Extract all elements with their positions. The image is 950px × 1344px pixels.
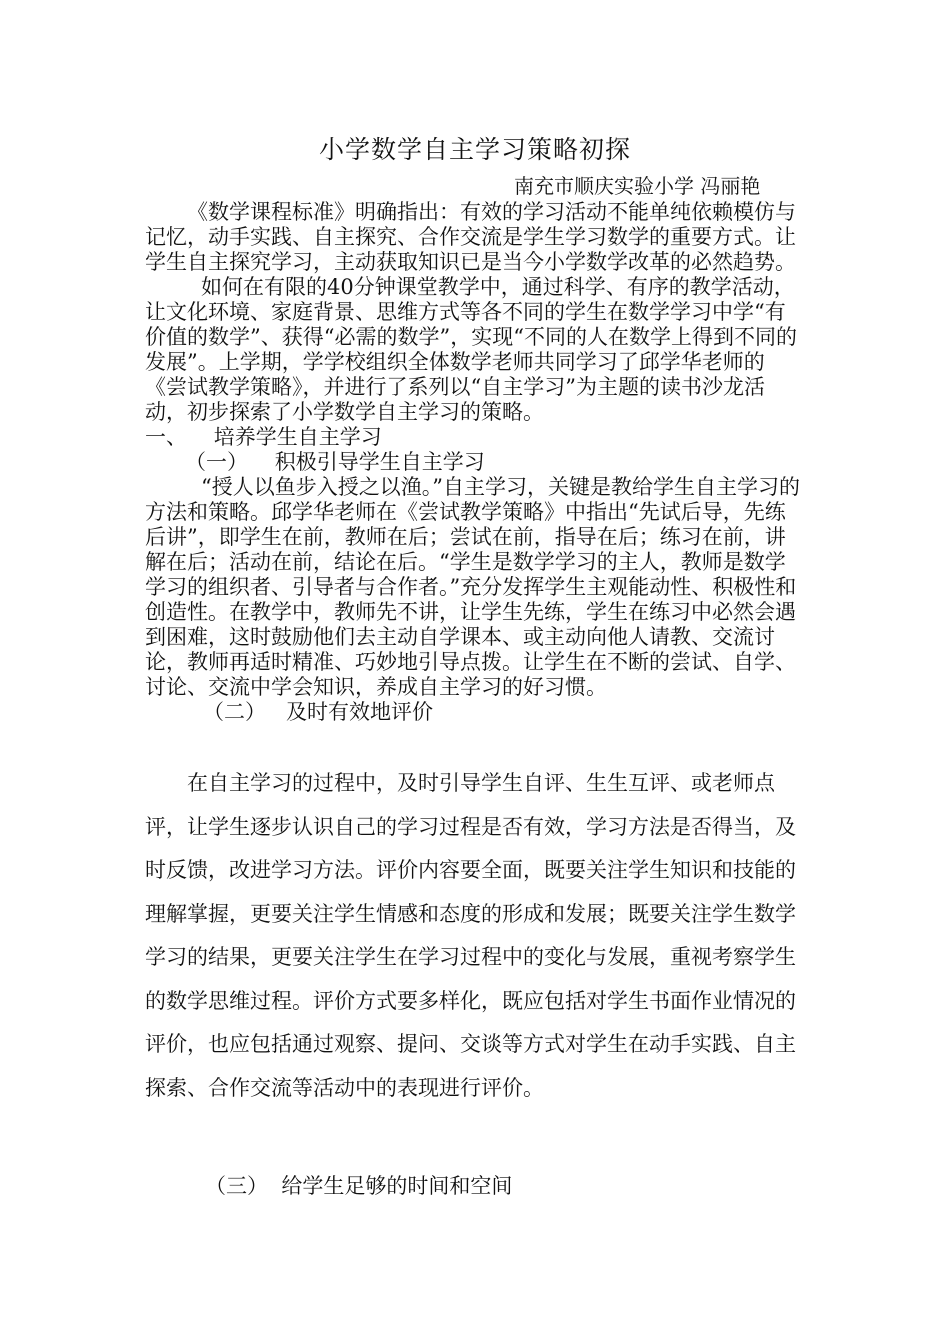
intro-block xyxy=(145,200,805,725)
section-heading-1: 一、 培养学生自主学习 xyxy=(145,425,382,449)
intro-paragraph-2: 如何在有限的40分钟课堂教学中，通过科学、有序的教学活动，让文化环境、家庭背景、思维方式等各不同的学生在数学学习中学“有价值的数学”、获得“必需的数学”，实现“不同的人在数学上得到不同的发展”。上学期，学学校组织全体数学老师共同学习了邱学华老师的《尝试教学策略》，并进行了系列以“自主学习”为主题的读书沙龙活动，初步探索了小学数学自主学习的策略。 xyxy=(145,275,797,424)
document-title: 小学数学自主学习策略初探 xyxy=(318,135,631,164)
subsection-heading-2: （二） 及时有效地评价 xyxy=(203,700,434,724)
subsection-body-1: “授人以鱼步入授之以渔。”自主学习，关键是教给学生自主学习的方法和策略。邱学华老师在《尝试教学策略》中指出“先试后导，先练后讲”，即学生在前，教师在后；尝试在前，指导在后；练习在前，讲解在后；活动在前，结论在后。“学生是数学学习的主人，教师是数学学习的组织者、引导者与合作者。”充分发挥学生主观能动性、积极性和创造性。在教学中，教师先不讲，让学生先练，学生在练习中必然会遇到困难，这时鼓励他们去主动自学课本、或主动向他人请教、交流讨论，教师再适时精准、巧妙地引导点拨。让学生在不断的尝试、自学、讨论、交流中学会知识，养成自主学习的好习惯。 xyxy=(145,475,800,699)
author-line: 南充市顺庆实验小学 冯丽艳 xyxy=(514,174,761,198)
subsection-body-2: 在自主学习的过程中，及时引导学生自评、生生互评、或老师点评，让学生逐步认识自己的学习过程是否有效，学习方法是否得当，及时反馈，改进学习方法。评价内容要全面，既要关注学生知识和技能的理解掌握，更要关注学生情感和态度的形成和发展；既要关注学生数学学习的结果，更要关注学生在学习过程中的变化与发展，重视考察学生的数学思维过程。评价方式要多样化，既应包括对学生书面作业情况的评价，也应包括通过观察、提问、交谈等方式对学生在动手实践、自主探索、合作交流等活动中的表现进行评价。 xyxy=(145,771,796,1100)
intro-paragraph-1: 《数学课程标准》明确指出：有效的学习活动不能单纯依赖模仿与记忆，动手实践、自主探究、合作交流是学生学习数学的重要方式。让学生自主探究学习，主动获取知识已是当今小学数学改革的必然趋势。 xyxy=(145,200,796,274)
evaluation-block xyxy=(145,762,805,1110)
subsection-heading-1: （一） 积极引导学生自主学习 xyxy=(185,450,485,474)
subsection-heading-3: （三） 给学生足够的时间和空间 xyxy=(205,1174,513,1198)
